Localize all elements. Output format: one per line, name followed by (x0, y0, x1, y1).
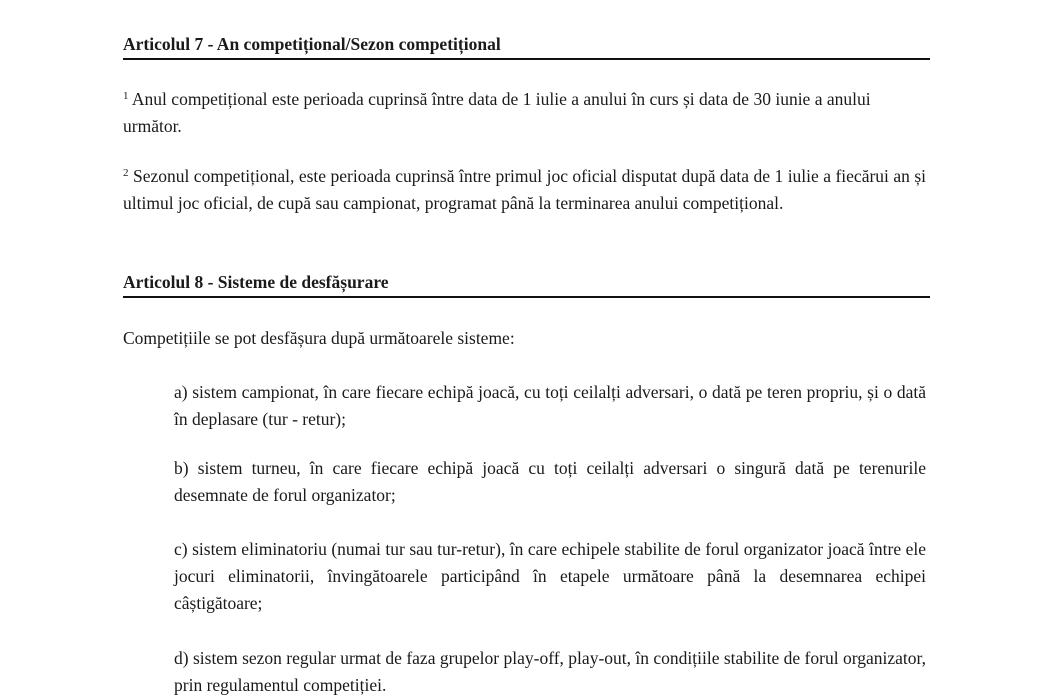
article-8-heading: Articolul 8 - Sisteme de desfășurare (123, 271, 930, 298)
list-item: c) sistem eliminatoriu (numai tur sau tur-retur), în care echipele stabilite de forul organizator joacă între ele jocuri eliminatorii, învingătoarele participând în etapele următoare până la desemnarea echipei câștigătoare; (174, 539, 926, 613)
article-7-paragraph-2: $^2$ Sezonul competițional, este perioada cuprinsă între primul joc oficial disputat după data de 1 iulie a fiecărui an și ultimul joc oficial, de cupă sau campionat, programat până la terminarea anului competițional. (123, 166, 926, 213)
footnote-marker: 1 (123, 90, 129, 102)
list-item: d) sistem sezon regular urmat de faza grupelor play-off, play-out, în condițiile stabilite de forul organizator, prin regulamentul competiției. (174, 648, 926, 695)
list-item: a) sistem campionat, în care fiecare echipă joacă, cu toți ceilalți adversari, o dată pe teren propriu, și o dată în deplasare (tur - retur); (174, 382, 926, 429)
article-7-heading: Articolul 7 - An competițional/Sezon competițional (123, 33, 930, 60)
article-7-paragraph-1: $^1$ Anul competițional este perioada cuprinsă între data de 1 iulie a anului în curs și data de 30 iunie a anului următor. (123, 89, 871, 136)
article-8-intro: Competițiile se pot desfășura după următoarele sisteme: (123, 328, 515, 348)
footnote-marker: 2 (123, 167, 129, 179)
list-item: b) sistem turneu, în care fiecare echipă joacă cu toți ceilalți adversari o singură dată pe terenurile desemnate de forul organizator; (174, 458, 926, 505)
